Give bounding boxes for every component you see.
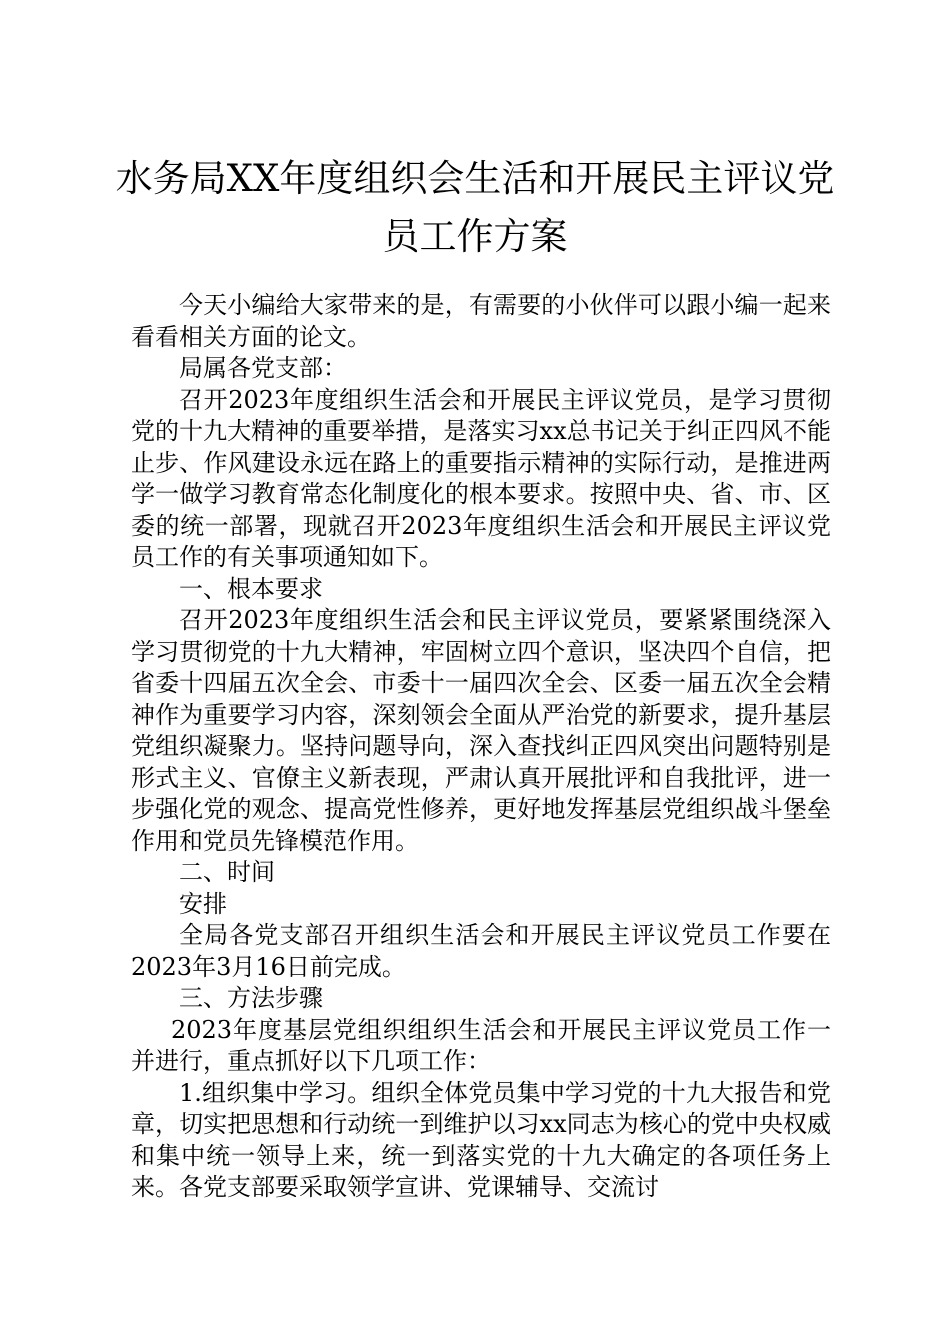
paragraph-step-1: 1.组织集中学习。组织全体党员集中学习党的十九大报告和党章，切实把思想和行动统一到维护以习xx同志为核心的党中央权威和集中统一领导上来，统一到落实党的十九大确定的各项任务上来。各党支部要采取领学宣讲、党课辅导、交流讨 — [131, 1078, 831, 1201]
paragraph-deadline: 全局各党支部召开组织生活会和开展民主评议党员工作要在2023年3月16日前完成。 — [131, 921, 831, 981]
document-body — [131, 290, 831, 1204]
intro-paragraph: 今天小编给大家带来的是，有需要的小伙伴可以跟小编一起来看看相关方面的论文。 — [131, 291, 831, 351]
section-heading-arrangement: 安排 — [179, 889, 227, 918]
section-heading-steps: 三、方法步骤 — [179, 984, 323, 1012]
paragraph-steps-intro: 2023年度基层党组织组织生活会和开展民主评议党员工作一并进行，重点抓好以下几项工作： — [131, 1015, 831, 1075]
section-heading-time: 二、时间 — [179, 858, 275, 886]
salutation: 局属各党支部： — [179, 354, 347, 382]
document-title-line-2: 员工作方案 — [382, 215, 568, 258]
document-title-line-1: 水务局XX年度组织会生活和开展民主评议党 — [115, 157, 835, 200]
paragraph-purpose: 召开2023年度组织生活会和开展民主评议党员，是学习贯彻党的十九大精神的重要举措，是落实习xx总书记关于纠正四风不能止步、作风建设永远在路上的重要指示精神的实际行动，是推进两学一做学习教育常态化制度化的根本要求。按照中央、省、市、区委的统一部署，现就召开2023年度组织生活会和开展民主评议党员工作的有关事项通知如下。 — [131, 385, 831, 571]
section-heading-requirements: 一、根本要求 — [179, 574, 323, 603]
paragraph-requirements: 召开2023年度组织生活会和民主评议党员，要紧紧围绕深入学习贯彻党的十九大精神，牢固树立四个意识，坚决四个自信，把省委十四届五次全会、市委十一届四次全会、区委一届五次全会精神作为重要学习内容，深刻领会全面从严治党的新要求，提升基层党组织凝聚力。坚持问题导向，深入查找纠正四风突出问题特别是形式主义、官僚主义新表现，严肃认真开展批评和自我批评，进一步强化党的观念、提高党性修养，更好地发挥基层党组织战斗堡垒作用和党员先锋模范作用。 — [131, 606, 831, 855]
